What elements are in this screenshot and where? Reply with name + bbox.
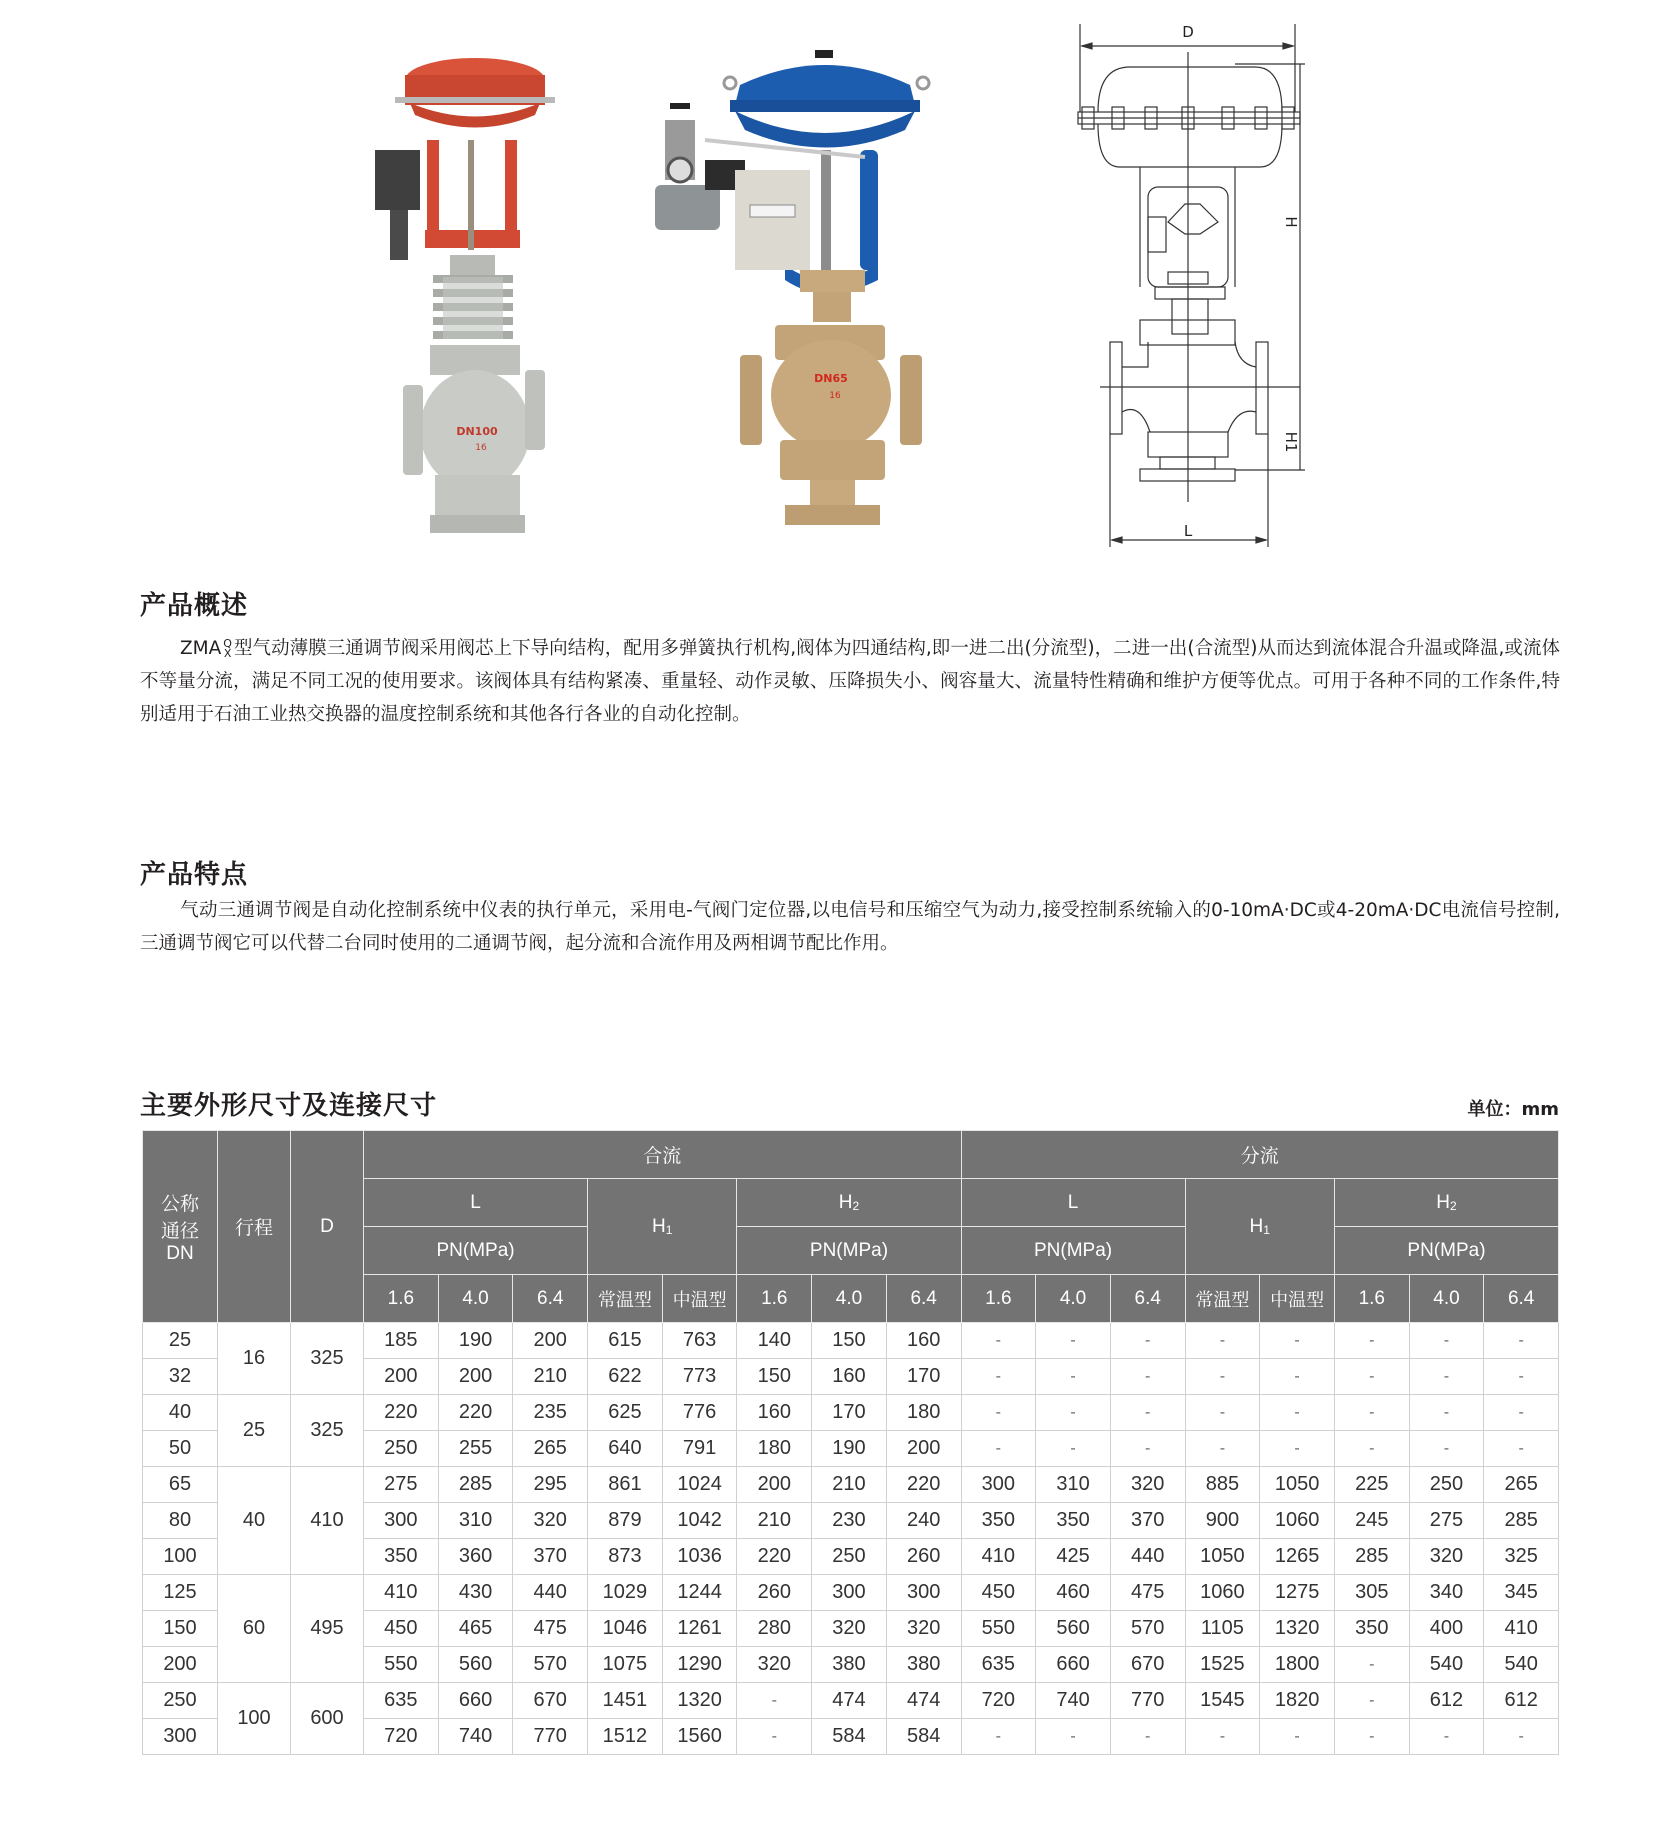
cell-merge: 200 (438, 1359, 513, 1395)
cell-split: 320 (1110, 1467, 1185, 1503)
cell-dn: 65 (143, 1467, 218, 1503)
cell-merge: 250 (364, 1431, 439, 1467)
cell-split: 1525 (1185, 1647, 1260, 1683)
cell-dn: 250 (143, 1683, 218, 1719)
cell-d: 410 (291, 1467, 364, 1575)
cell-merge: 370 (513, 1539, 588, 1575)
cell-split: - (1409, 1431, 1484, 1467)
cell-split: - (1409, 1395, 1484, 1431)
cell-d: 495 (291, 1575, 364, 1683)
cell-merge: 360 (438, 1539, 513, 1575)
cell-merge: 170 (812, 1395, 887, 1431)
header-split-h1: $H_1$ (1185, 1179, 1334, 1275)
header-pn-1-6: 1.6 (737, 1275, 812, 1323)
cell-merge: 560 (438, 1647, 513, 1683)
cell-split: 320 (1409, 1539, 1484, 1575)
cell-split: - (1260, 1431, 1335, 1467)
svg-text:16: 16 (829, 391, 841, 401)
cell-merge: 220 (886, 1467, 961, 1503)
header-pn-6-4: 6.4 (1484, 1275, 1559, 1323)
cell-merge: 190 (438, 1323, 513, 1359)
cell-merge: 240 (886, 1503, 961, 1539)
overview-title: 产品概述 (140, 591, 249, 621)
cell-split: 1050 (1185, 1539, 1260, 1575)
cell-split: 425 (1036, 1539, 1111, 1575)
cell-merge: 550 (364, 1647, 439, 1683)
valve-photo-red-actuator (365, 45, 575, 540)
cell-merge: 220 (438, 1395, 513, 1431)
cell-split: - (1484, 1323, 1559, 1359)
header-medium-temp: 中温型 (662, 1275, 737, 1323)
cell-split: - (1110, 1719, 1185, 1755)
model-prefix: ZMA (180, 638, 222, 659)
cell-split: 550 (961, 1611, 1036, 1647)
cell-split: 635 (961, 1647, 1036, 1683)
cell-stroke: 100 (218, 1683, 291, 1755)
cell-split: 612 (1484, 1683, 1559, 1719)
unit-label: 单位：mm (1467, 1099, 1559, 1120)
cell-stroke: 25 (218, 1395, 291, 1467)
cell-split: 885 (1185, 1467, 1260, 1503)
cell-split: 300 (961, 1467, 1036, 1503)
cell-merge: 1320 (662, 1683, 737, 1719)
cell-merge: 1024 (662, 1467, 737, 1503)
header-pn-6-4: 6.4 (1110, 1275, 1185, 1323)
cell-merge: 230 (812, 1503, 887, 1539)
cell-merge: 255 (438, 1431, 513, 1467)
cell-merge: 160 (737, 1395, 812, 1431)
cell-split: 440 (1110, 1539, 1185, 1575)
cell-split: - (1484, 1359, 1559, 1395)
cell-merge: 150 (737, 1359, 812, 1395)
features-body: 气动三通调节阀是自动化控制系统中仪表的执行单元，采用电-气阀门定位器,以电信号和压缩空气为动力,接受控制系统输入的0-10mA·DC或4-20mA·DC电流信号控制,三通调节阀它可以代替二台同时使用的二通调节阀，起分流和合流作用及两相调节配比作用。 (140, 900, 1560, 954)
cell-split: - (1185, 1719, 1260, 1755)
cell-merge: 1261 (662, 1611, 737, 1647)
cell-split: - (1334, 1683, 1409, 1719)
cell-split: 1060 (1260, 1503, 1335, 1539)
cell-merge: 200 (513, 1323, 588, 1359)
header-merge: 合流 (364, 1131, 962, 1179)
cell-split: 540 (1409, 1647, 1484, 1683)
cell-merge: 300 (812, 1575, 887, 1611)
cell-merge: - (737, 1683, 812, 1719)
cell-split: - (961, 1359, 1036, 1395)
cell-split: 400 (1409, 1611, 1484, 1647)
cell-split: - (1334, 1647, 1409, 1683)
cell-split: - (1409, 1359, 1484, 1395)
header-pn-4-0: 4.0 (1036, 1275, 1111, 1323)
cell-merge: 200 (364, 1359, 439, 1395)
cell-merge: 200 (886, 1431, 961, 1467)
cell-split: - (1334, 1395, 1409, 1431)
cell-merge: 740 (438, 1719, 513, 1755)
header-d: D (291, 1131, 364, 1323)
cell-merge: 260 (737, 1575, 812, 1611)
cell-split: 225 (1334, 1467, 1409, 1503)
cell-merge: 275 (364, 1467, 439, 1503)
cell-split: - (1260, 1395, 1335, 1431)
cell-merge: 190 (812, 1431, 887, 1467)
cell-merge: 1075 (588, 1647, 663, 1683)
cell-dn: 80 (143, 1503, 218, 1539)
svg-text:DN65: DN65 (814, 372, 848, 385)
header-pn-1-6: 1.6 (364, 1275, 439, 1323)
cell-split: - (1036, 1323, 1111, 1359)
cell-dn: 50 (143, 1431, 218, 1467)
cell-split: 340 (1409, 1575, 1484, 1611)
cell-merge: 185 (364, 1323, 439, 1359)
cell-d: 325 (291, 1323, 364, 1395)
cell-merge: 861 (588, 1467, 663, 1503)
cell-split: 370 (1110, 1503, 1185, 1539)
cell-merge: 670 (513, 1683, 588, 1719)
cell-dn: 125 (143, 1575, 218, 1611)
features-text (140, 894, 1560, 960)
table-row (143, 1575, 1559, 1611)
svg-text:L: L (1183, 522, 1193, 540)
cell-split: 275 (1409, 1503, 1484, 1539)
valve-photo-blue-actuator (625, 45, 940, 540)
cell-merge: 265 (513, 1431, 588, 1467)
cell-split: - (1260, 1359, 1335, 1395)
cell-merge: 440 (513, 1575, 588, 1611)
cell-merge: 180 (886, 1395, 961, 1431)
cell-split: 325 (1484, 1539, 1559, 1575)
cell-merge: 1512 (588, 1719, 663, 1755)
cell-split: 350 (1334, 1611, 1409, 1647)
cell-split: - (1036, 1395, 1111, 1431)
cell-merge: 1244 (662, 1575, 737, 1611)
header-pn-1-6: 1.6 (1334, 1275, 1409, 1323)
header-pn-4-0: 4.0 (1409, 1275, 1484, 1323)
cell-merge: 170 (886, 1359, 961, 1395)
cell-merge: 773 (662, 1359, 737, 1395)
dimensions-table (142, 1130, 1559, 1755)
cell-split: 475 (1110, 1575, 1185, 1611)
cell-merge: 320 (513, 1503, 588, 1539)
cell-split: 250 (1409, 1467, 1484, 1503)
cell-split: 285 (1484, 1503, 1559, 1539)
cell-merge: 660 (438, 1683, 513, 1719)
cell-stroke: 16 (218, 1323, 291, 1395)
cell-merge: 474 (812, 1683, 887, 1719)
cell-merge: 635 (364, 1683, 439, 1719)
cell-split: 1105 (1185, 1611, 1260, 1647)
cell-merge: 584 (812, 1719, 887, 1755)
header-medium-temp: 中温型 (1260, 1275, 1335, 1323)
header-pn-4-0: 4.0 (812, 1275, 887, 1323)
cell-split: 460 (1036, 1575, 1111, 1611)
cell-merge: 1290 (662, 1647, 737, 1683)
cell-split: - (961, 1323, 1036, 1359)
cell-merge: 720 (364, 1719, 439, 1755)
cell-split: - (1334, 1431, 1409, 1467)
cell-dn: 32 (143, 1359, 218, 1395)
cell-split: 410 (1484, 1611, 1559, 1647)
cell-merge: 791 (662, 1431, 737, 1467)
cell-split: - (1334, 1719, 1409, 1755)
svg-text:DN100: DN100 (456, 425, 498, 438)
header-pn: PN(MPa) (961, 1227, 1185, 1275)
header-pn: PN(MPa) (737, 1227, 961, 1275)
cell-merge: 475 (513, 1611, 588, 1647)
cell-split: - (1260, 1719, 1335, 1755)
cell-split: - (961, 1719, 1036, 1755)
cell-split: 540 (1484, 1647, 1559, 1683)
cell-merge: 295 (513, 1467, 588, 1503)
header-merge-h2: $H_2$ (737, 1179, 961, 1227)
header-merge-l: L (364, 1179, 588, 1227)
cell-split: 410 (961, 1539, 1036, 1575)
cell-merge: 320 (812, 1611, 887, 1647)
cell-merge: 300 (364, 1503, 439, 1539)
dimension-drawing (1060, 22, 1320, 547)
cell-d: 325 (291, 1395, 364, 1467)
cell-merge: 474 (886, 1683, 961, 1719)
cell-split: 900 (1185, 1503, 1260, 1539)
cell-split: 1820 (1260, 1683, 1335, 1719)
cell-merge: 380 (886, 1647, 961, 1683)
cell-stroke: 60 (218, 1575, 291, 1683)
table-row (143, 1683, 1559, 1719)
cell-dn: 200 (143, 1647, 218, 1683)
cell-split: 770 (1110, 1683, 1185, 1719)
cell-split: - (1036, 1431, 1111, 1467)
cell-split: - (1260, 1323, 1335, 1359)
cell-split: - (1185, 1395, 1260, 1431)
cell-split: - (1334, 1359, 1409, 1395)
cell-merge: 1046 (588, 1611, 663, 1647)
cell-split: 570 (1110, 1611, 1185, 1647)
cell-split: 612 (1409, 1683, 1484, 1719)
header-dn: 公称 通径 DN (143, 1131, 218, 1323)
header-pn-1-6: 1.6 (961, 1275, 1036, 1323)
cell-split: - (1185, 1359, 1260, 1395)
header-pn-6-4: 6.4 (513, 1275, 588, 1323)
cell-dn: 25 (143, 1323, 218, 1359)
cell-merge: 1560 (662, 1719, 737, 1755)
cell-merge: 160 (886, 1323, 961, 1359)
cell-split: 245 (1334, 1503, 1409, 1539)
cell-merge: 350 (364, 1539, 439, 1575)
cell-merge: 1042 (662, 1503, 737, 1539)
cell-split: 350 (961, 1503, 1036, 1539)
header-normal-temp: 常温型 (1185, 1275, 1260, 1323)
cell-merge: 210 (513, 1359, 588, 1395)
dimensions-title: 主要外形尺寸及连接尺寸 (140, 1091, 438, 1121)
table-row (143, 1395, 1559, 1431)
cell-merge: 220 (364, 1395, 439, 1431)
cell-merge: 235 (513, 1395, 588, 1431)
overview-text (140, 632, 1560, 731)
cell-dn: 300 (143, 1719, 218, 1755)
header-pn-6-4: 6.4 (886, 1275, 961, 1323)
cell-split: 345 (1484, 1575, 1559, 1611)
cell-merge: 285 (438, 1467, 513, 1503)
cell-split: 1050 (1260, 1467, 1335, 1503)
cell-split: 310 (1036, 1467, 1111, 1503)
model-variant: Q X (223, 637, 232, 660)
header-pn-4-0: 4.0 (438, 1275, 513, 1323)
cell-split: - (1484, 1431, 1559, 1467)
cell-split: 740 (1036, 1683, 1111, 1719)
cell-merge: 1451 (588, 1683, 663, 1719)
cell-merge: 622 (588, 1359, 663, 1395)
cell-merge: 879 (588, 1503, 663, 1539)
cell-split: - (1484, 1719, 1559, 1755)
header-split-l: L (961, 1179, 1185, 1227)
cell-split: 660 (1036, 1647, 1111, 1683)
cell-d: 600 (291, 1683, 364, 1755)
cell-dn: 150 (143, 1611, 218, 1647)
svg-text:H1: H1 (1282, 431, 1300, 453)
cell-split: - (1334, 1323, 1409, 1359)
cell-merge: 280 (737, 1611, 812, 1647)
cell-merge: 625 (588, 1395, 663, 1431)
cell-merge: - (737, 1719, 812, 1755)
cell-merge: 615 (588, 1323, 663, 1359)
cell-split: 450 (961, 1575, 1036, 1611)
header-pn: PN(MPa) (1334, 1227, 1558, 1275)
table-row (143, 1323, 1559, 1359)
cell-merge: 160 (812, 1359, 887, 1395)
cell-split: - (1484, 1395, 1559, 1431)
cell-split: - (1409, 1719, 1484, 1755)
cell-merge: 380 (812, 1647, 887, 1683)
cell-merge: 250 (812, 1539, 887, 1575)
cell-split: - (1110, 1395, 1185, 1431)
cell-split: 720 (961, 1683, 1036, 1719)
table-body (143, 1323, 1559, 1755)
cell-split: - (1185, 1323, 1260, 1359)
cell-merge: 770 (513, 1719, 588, 1755)
cell-merge: 410 (364, 1575, 439, 1611)
cell-merge: 430 (438, 1575, 513, 1611)
svg-text:H: H (1282, 216, 1300, 228)
cell-split: 350 (1036, 1503, 1111, 1539)
cell-split: 1060 (1185, 1575, 1260, 1611)
cell-merge: 570 (513, 1647, 588, 1683)
cell-merge: 450 (364, 1611, 439, 1647)
cell-split: 305 (1334, 1575, 1409, 1611)
svg-text:D: D (1182, 23, 1194, 41)
cell-split: 670 (1110, 1647, 1185, 1683)
cell-split: 265 (1484, 1467, 1559, 1503)
cell-merge: 640 (588, 1431, 663, 1467)
header-merge-h1: $H_1$ (588, 1179, 737, 1275)
cell-split: - (1036, 1719, 1111, 1755)
cell-split: - (961, 1431, 1036, 1467)
cell-merge: 320 (886, 1611, 961, 1647)
cell-merge: 873 (588, 1539, 663, 1575)
cell-merge: 310 (438, 1503, 513, 1539)
cell-split: - (1409, 1323, 1484, 1359)
cell-merge: 220 (737, 1539, 812, 1575)
cell-merge: 180 (737, 1431, 812, 1467)
cell-split: - (1110, 1359, 1185, 1395)
cell-merge: 584 (886, 1719, 961, 1755)
cell-split: 1265 (1260, 1539, 1335, 1575)
cell-split: 1545 (1185, 1683, 1260, 1719)
header-split: 分流 (961, 1131, 1559, 1179)
cell-merge: 1029 (588, 1575, 663, 1611)
cell-dn: 40 (143, 1395, 218, 1431)
cell-split: - (961, 1395, 1036, 1431)
header-stroke: 行程 (218, 1131, 291, 1323)
cell-merge: 200 (737, 1467, 812, 1503)
overview-body: 型气动薄膜三通调节阀采用阀芯上下导向结构，配用多弹簧执行机构,阀体为四通结构,即一进二出(分流型)，二进一出(合流型)从而达到流体混合升温或降温,或流体不等量分流，满足不同工况的使用要求。该阀体具有结构紧凑、重量轻、动作灵敏、压降损失小、阀容量大、流量特性精确和维护方便等优点。可用于各种不同的工作条件,特别适用于石油工业热交换器的温度控制系统和其他各行各业的自动化控制。 (140, 638, 1560, 725)
cell-split: 285 (1334, 1539, 1409, 1575)
cell-merge: 260 (886, 1539, 961, 1575)
cell-merge: 763 (662, 1323, 737, 1359)
svg-text:16: 16 (475, 443, 487, 453)
cell-merge: 150 (812, 1323, 887, 1359)
header-split-h2: $H_2$ (1334, 1179, 1558, 1227)
cell-merge: 465 (438, 1611, 513, 1647)
cell-merge: 1036 (662, 1539, 737, 1575)
cell-split: - (1110, 1431, 1185, 1467)
cell-split: 560 (1036, 1611, 1111, 1647)
cell-split: 1800 (1260, 1647, 1335, 1683)
cell-merge: 140 (737, 1323, 812, 1359)
cell-split: - (1110, 1323, 1185, 1359)
header-normal-temp: 常温型 (588, 1275, 663, 1323)
cell-split: 1320 (1260, 1611, 1335, 1647)
cell-merge: 320 (737, 1647, 812, 1683)
features-title: 产品特点 (140, 860, 249, 890)
cell-split: - (1185, 1431, 1260, 1467)
header-pn: PN(MPa) (364, 1227, 588, 1275)
cell-merge: 210 (812, 1467, 887, 1503)
cell-merge: 210 (737, 1503, 812, 1539)
cell-merge: 300 (886, 1575, 961, 1611)
cell-split: 1275 (1260, 1575, 1335, 1611)
cell-merge: 776 (662, 1395, 737, 1431)
cell-dn: 100 (143, 1539, 218, 1575)
cell-stroke: 40 (218, 1467, 291, 1575)
table-row (143, 1467, 1559, 1503)
cell-split: - (1036, 1359, 1111, 1395)
